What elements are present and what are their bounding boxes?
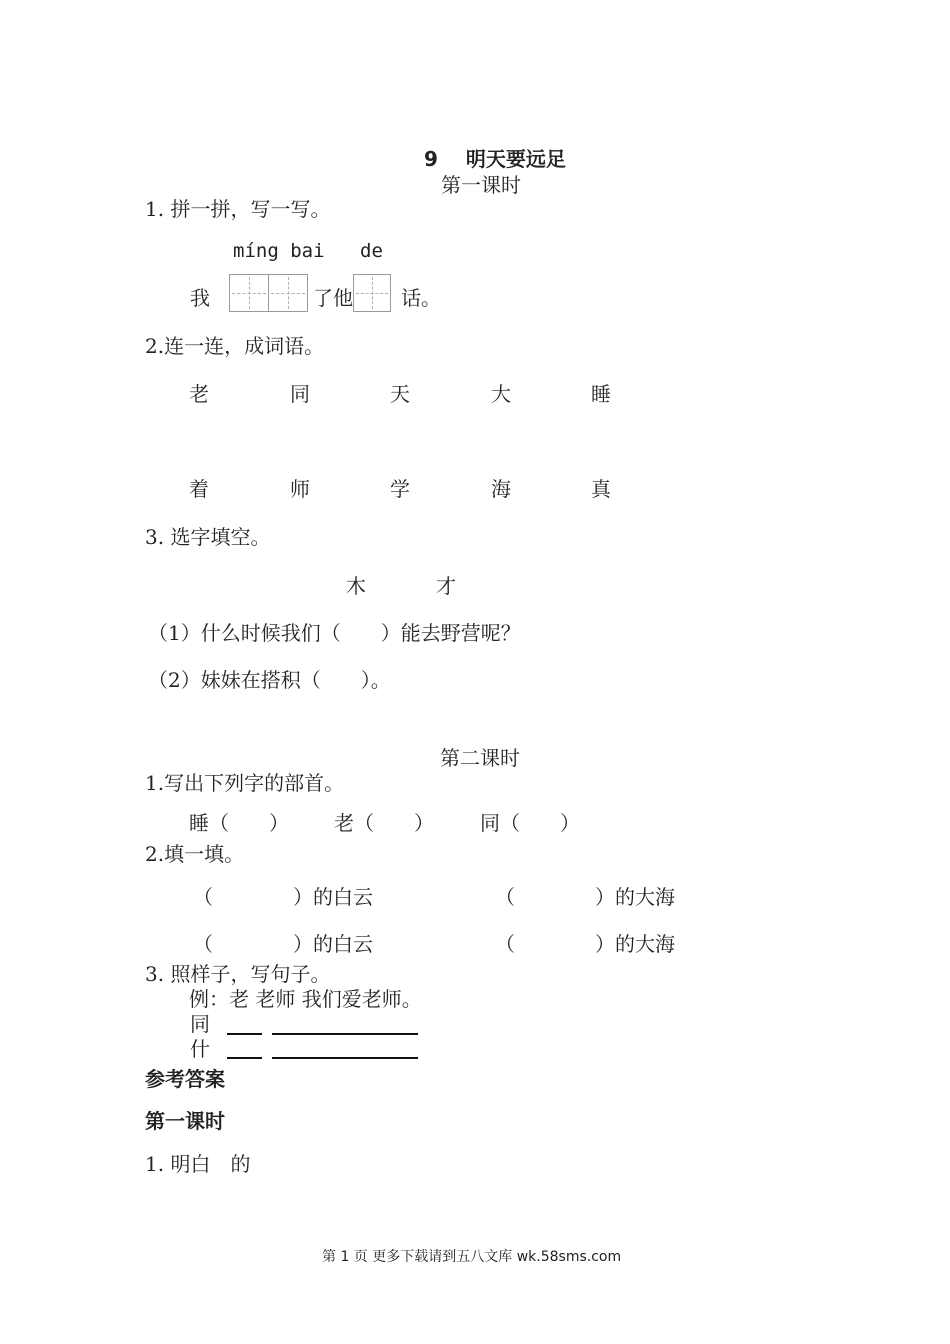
answer-line-short[interactable] <box>227 1033 262 1035</box>
page-title <box>424 143 566 172</box>
writing-grid-box[interactable] <box>229 274 269 312</box>
match-bottom-char[interactable]: 着 <box>189 477 209 501</box>
match-top-char[interactable]: 大 <box>491 382 511 406</box>
choice-char: 才 <box>436 574 456 598</box>
match-top-char[interactable]: 睡 <box>591 382 611 406</box>
match-top-char[interactable]: 老 <box>189 382 209 406</box>
pinyin-de: de <box>360 240 383 262</box>
choice-char: 木 <box>346 574 366 598</box>
match-top-char[interactable]: 天 <box>390 382 410 406</box>
fill-phrase[interactable]: （ ）的大海 <box>495 932 675 956</box>
lesson-title: 明天要远足 <box>465 147 566 171</box>
radical-item[interactable]: 睡（ ） <box>189 811 289 835</box>
l2-q3-label: 3. 照样子，写句子。 <box>145 962 331 986</box>
lesson-number: 9 <box>424 147 438 171</box>
radical-item[interactable]: 老（ ） <box>334 811 434 835</box>
writing-grid-box[interactable] <box>353 274 391 312</box>
page-footer: 第 1 页 更多下载请到五八文库 wk.58sms.com <box>322 1249 622 1265</box>
fill-phrase[interactable]: （ ）的大海 <box>495 885 675 909</box>
match-bottom-char[interactable]: 海 <box>491 477 511 501</box>
l1-q1-part-leta: 了他 <box>313 286 353 310</box>
l1-q1-part-wo: 我 <box>190 286 210 310</box>
fill-blank-item[interactable]: （1）什么时候我们（ ）能去野营呢？ <box>148 621 521 645</box>
l1-q1-label: 1. 拼一拼，写一写。 <box>145 197 331 221</box>
fill-phrase[interactable]: （ ）的白云 <box>193 885 373 909</box>
lesson2-heading: 第二课时 <box>440 746 520 770</box>
l2-q1-label: 1.写出下列字的部首。 <box>145 771 345 795</box>
lesson1-heading: 第一课时 <box>441 173 521 197</box>
answers-lesson-heading: 第一课时 <box>145 1109 225 1133</box>
l1-q3-label: 3. 选字填空。 <box>145 525 271 549</box>
l2-q2-label: 2.填一填。 <box>145 842 245 866</box>
answers-heading: 参考答案 <box>145 1067 225 1091</box>
answer-line-long[interactable] <box>272 1033 418 1035</box>
match-bottom-char[interactable]: 学 <box>390 477 410 501</box>
writing-grid-box[interactable] <box>268 274 308 312</box>
radical-item[interactable]: 同（ ） <box>480 811 580 835</box>
pinyin-mingbai: míng bai <box>233 240 325 262</box>
match-top-char[interactable]: 同 <box>290 382 310 406</box>
example-sentence: 例：老 老师 我们爱老师。 <box>189 987 422 1011</box>
fill-phrase[interactable]: （ ）的白云 <box>193 932 373 956</box>
l1-q2-label: 2.连一连，成词语。 <box>145 334 325 358</box>
answer-line-long[interactable] <box>272 1057 418 1059</box>
answer-line-short[interactable] <box>227 1057 262 1059</box>
l1-q1-part-hua: 话。 <box>401 286 441 310</box>
match-bottom-char[interactable]: 师 <box>290 477 310 501</box>
match-bottom-char[interactable]: 真 <box>591 477 611 501</box>
fill-blank-item[interactable]: （2）妹妹在搭积（ ）。 <box>148 668 391 692</box>
answer-line: 1. 明白 的 <box>145 1152 251 1176</box>
sentence-char: 什 <box>190 1037 210 1061</box>
sentence-char: 同 <box>190 1012 210 1036</box>
